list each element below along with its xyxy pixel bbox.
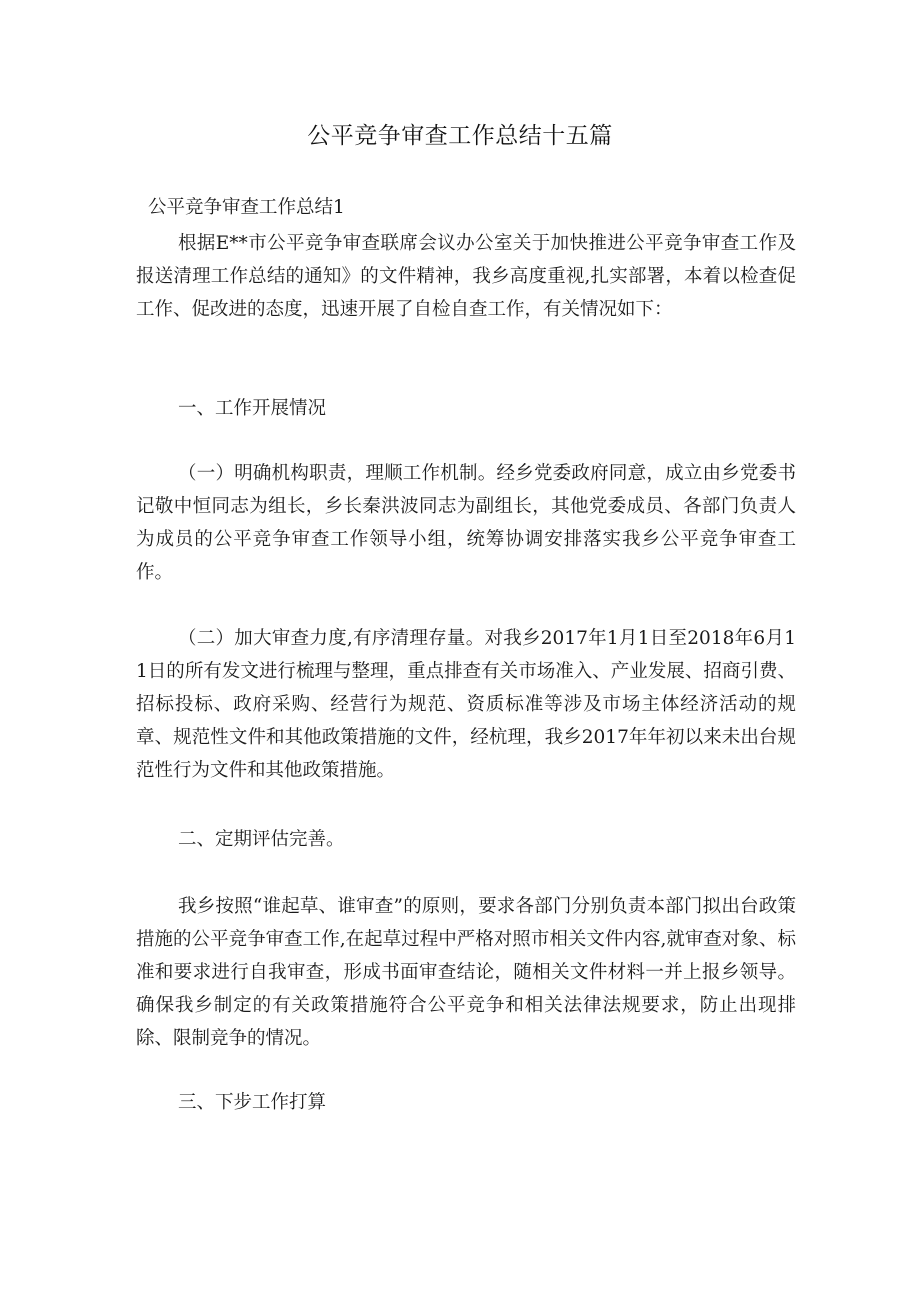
paragraph-review-cleanup: （二）加大审查力度,有序清理存量。对我乡2017年1月1日至2018年6月11日的所有发文进行梳理与整理，重点排查有关市场准入、产业发展、招商引费、招标投标、政府采购、经营行为规范、资质标准等涉及市场主体经济活动的规章、规范性文件和其他政策措施的文件，经杭理，我乡2017年年初以来未出台规范性行为文件和其他政策措施。 xyxy=(136,628,796,781)
heading-next-steps: 三、下步工作打算 xyxy=(178,1092,327,1113)
heading-work-progress: 一、工作开展情况 xyxy=(178,398,327,419)
paragraph-intro: 根据E**市公平竞争审查联席会议办公室关于加快推进公平竞争审查工作及报送清理工作总结的通知》的文件精神，我乡高度重视,扎实部署，本着以检查促工作、促改进的态度，迅速开展了自检自查工作，有关情况如下： xyxy=(136,233,796,320)
heading-evaluation: 二、定期评估完善。 xyxy=(178,829,345,850)
document-title: 公平竞争审查工作总结十五篇 xyxy=(307,123,613,149)
paragraph-responsibilities: （一）明确机构职责，理顺工作机制。经乡党委政府同意，成立由乡党委书记敬中恒同志为组长，乡长秦洪波同志为副组长，其他党委成员、各部门负责人为成员的公平竞争审查工作领导小组，统筹协调安排落实我乡公平竞争审查工作。 xyxy=(136,463,796,583)
paragraph-self-review: 我乡按照“谁起草、谁审查”的原则，要求各部门分别负责本部门拟出台政策措施的公平竞争审查工作,在起草过程中严格对照市相关文件内容,就审查对象、标准和要求进行自我审查，形成书面审查结论，随相关文件材料一并上报乡领导。确保我乡制定的有关政策措施符合公平竞争和相关法律法规要求，防止出现排除、限制竞争的情况。 xyxy=(136,896,796,1049)
section-subtitle: 公平竞争审查工作总结1 xyxy=(148,197,345,218)
